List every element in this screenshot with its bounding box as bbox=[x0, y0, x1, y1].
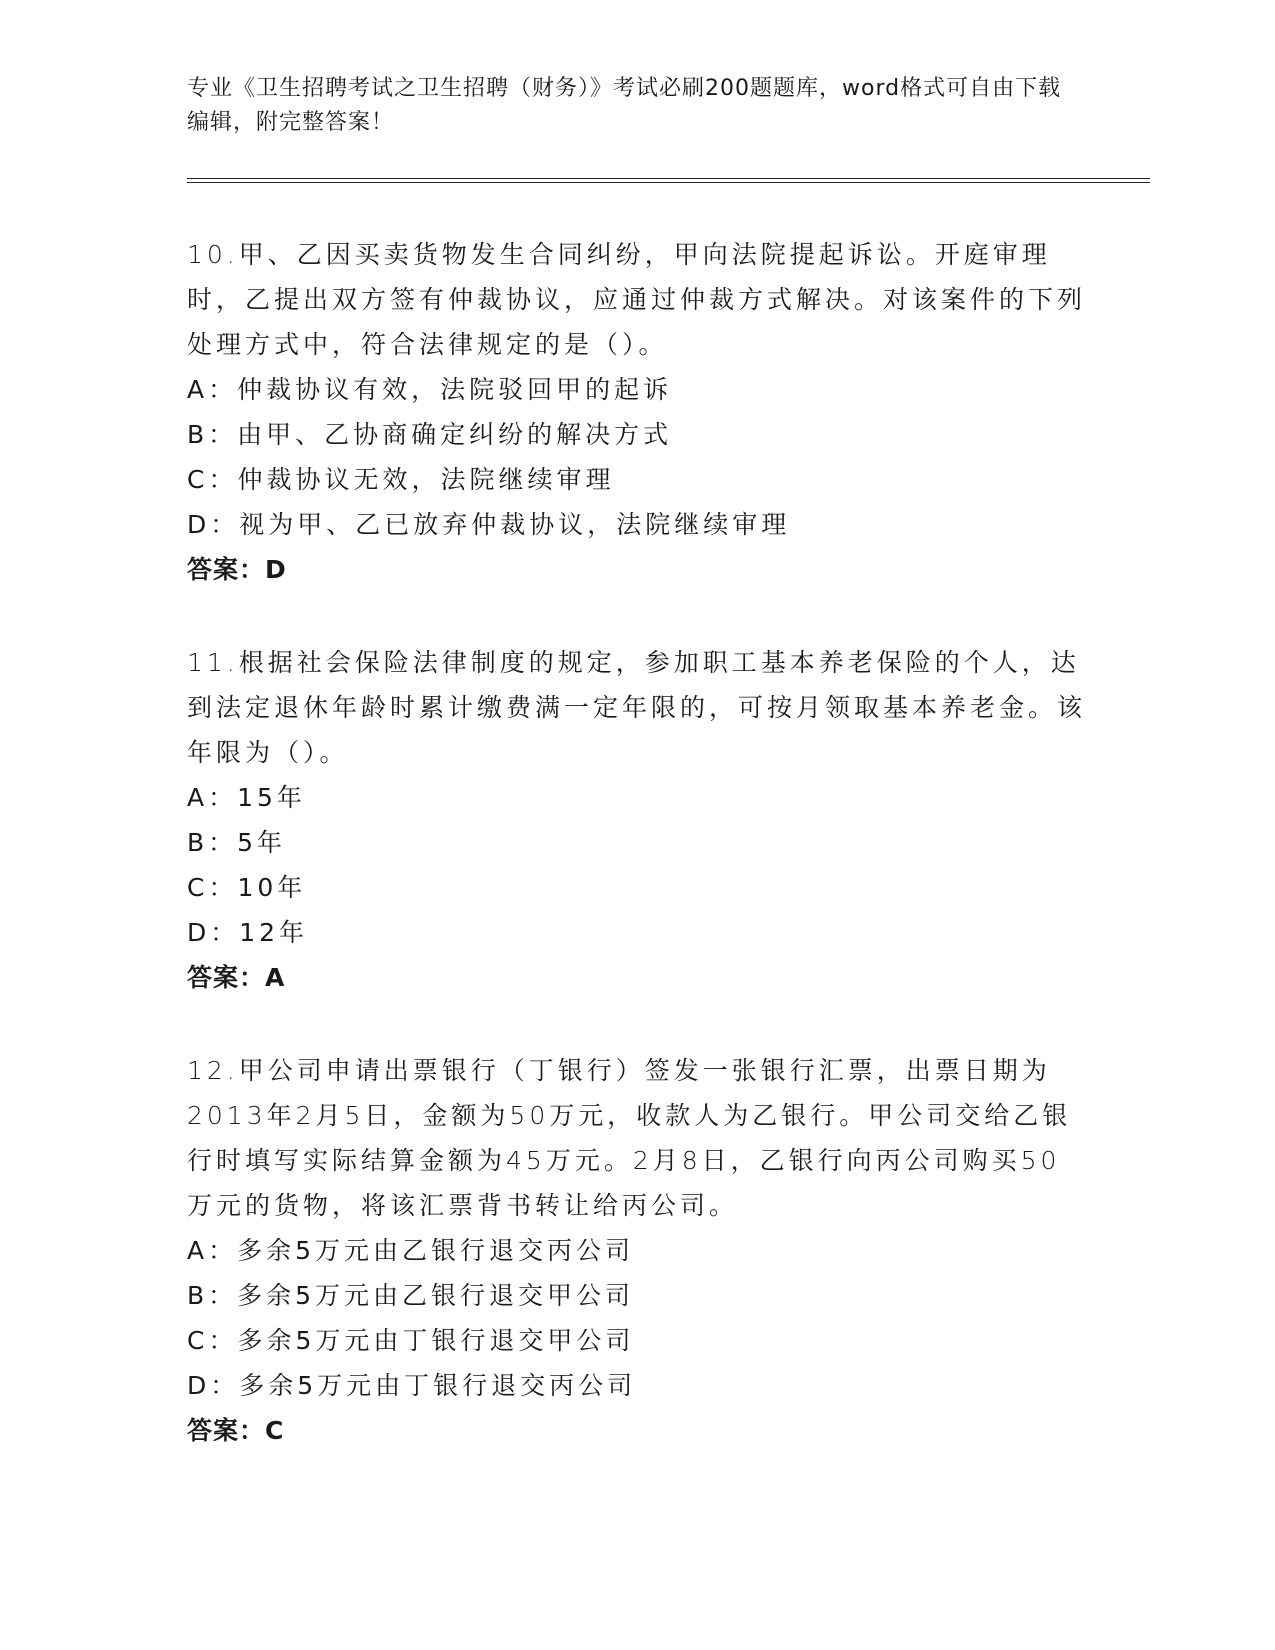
option-a: A：15年 bbox=[187, 783, 306, 812]
question-block bbox=[187, 640, 1087, 1000]
option-a: A：多余5万元由乙银行退交丙公司 bbox=[187, 1236, 635, 1265]
option-b: B：多余5万元由乙银行退交甲公司 bbox=[187, 1281, 635, 1310]
answer-line: 答案：A bbox=[187, 963, 286, 992]
option-c: C：多余5万元由丁银行退交甲公司 bbox=[187, 1326, 635, 1355]
option-b: B：5年 bbox=[187, 828, 287, 857]
option-a: A：仲裁协议有效，法院驳回甲的起诉 bbox=[187, 375, 673, 404]
option-d: D：12年 bbox=[187, 918, 309, 947]
question-stem: 12.甲公司申请出票银行（丁银行）签发一张银行汇票，出票日期为2013年2月5日，金额为50万元，收款人为乙银行。甲公司交给乙银行时填写实际结算金额为45万元。2月8日，乙银行向丙公司购买50万元的货物，将该汇票背书转让给丙公司。 bbox=[187, 1056, 1072, 1220]
question-stem: 11.根据社会保险法律制度的规定，参加职工基本养老保险的个人，达到法定退休年龄时累计缴费满一定年限的，可按月领取基本养老金。该年限为（）。 bbox=[187, 648, 1087, 767]
question-block bbox=[187, 232, 1087, 592]
answer-line: 答案：C bbox=[187, 1416, 285, 1445]
question-block bbox=[187, 1048, 1087, 1453]
option-d: D：多余5万元由丁银行退交丙公司 bbox=[187, 1371, 637, 1400]
option-d: D：视为甲、乙已放弃仲裁协议，法院继续审理 bbox=[187, 510, 791, 539]
question-stem: 10.甲、乙因买卖货物发生合同纠纷，甲向法院提起诉讼。开庭审理时，乙提出双方签有仲裁协议，应通过仲裁方式解决。对该案件的下列处理方式中，符合法律规定的是（）。 bbox=[187, 240, 1087, 359]
answer-line: 答案：D bbox=[187, 555, 287, 584]
header-divider-second bbox=[187, 182, 1150, 183]
option-b: B：由甲、乙协商确定纠纷的解决方式 bbox=[187, 420, 673, 449]
header-divider bbox=[187, 178, 1150, 179]
option-c: C：10年 bbox=[187, 873, 307, 902]
document-header: 专业《卫生招聘考试之卫生招聘（财务）》考试必刷200题题库，word格式可自由下载编辑，附完整答案！ bbox=[187, 76, 1062, 135]
option-c: C：仲裁协议无效，法院继续审理 bbox=[187, 465, 615, 494]
